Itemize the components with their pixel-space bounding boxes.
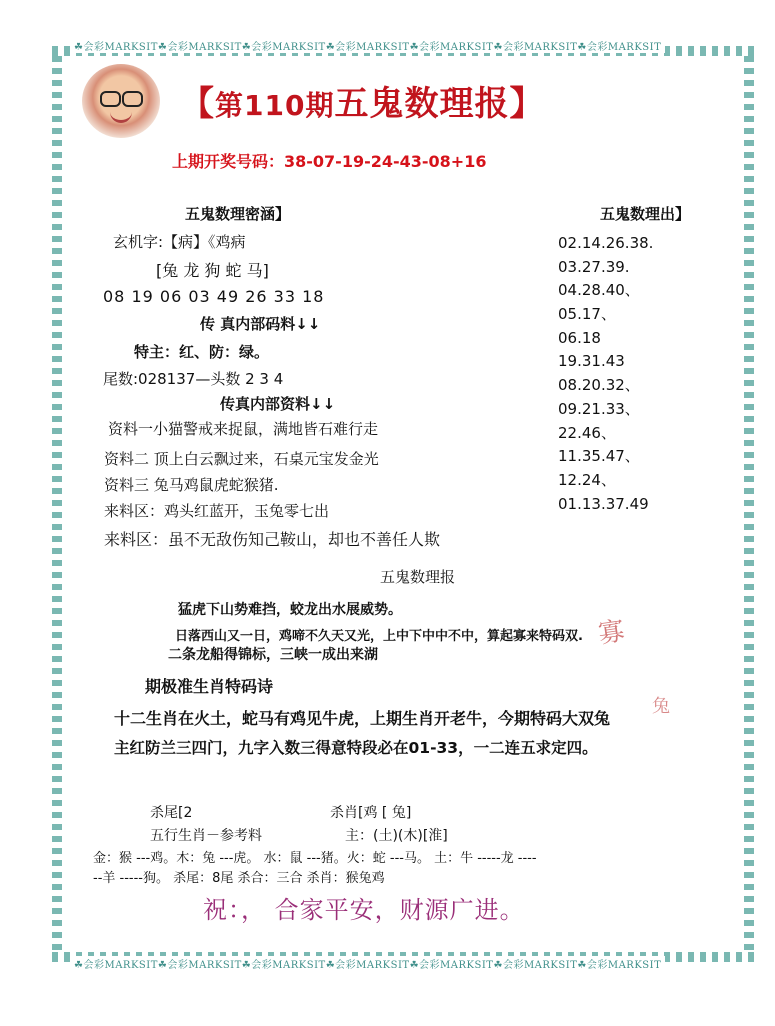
title-bracket-open: 【 xyxy=(180,84,215,124)
right-number-item: 09.21.33、 xyxy=(558,399,640,418)
right-number-item: 01.13.37.49 xyxy=(558,494,649,513)
border-watermark-top: ☘会彩MARKSIT☘会彩MARKSIT☘会彩MARKSIT☘会彩MARKSIT☘会彩MARKSIT☘会彩MARKSIT☘会彩MARKSIT xyxy=(70,38,665,53)
wuxing-row-1: 金：猴 ---鸡。木：兔 ---虎。 水：鼠 ---猪。火：蛇 ---马。 土：牛 -----龙 ---- xyxy=(93,851,537,866)
page-title xyxy=(180,76,544,125)
handwritten-seal: 寡 xyxy=(596,616,627,650)
right-number-item: 08.20.32、 xyxy=(558,376,640,395)
kill-tail: 杀尾[2 xyxy=(150,805,193,821)
right-number-item: 19.31.43 xyxy=(558,352,625,371)
animals-line: [兔 龙 狗 蛇 马] xyxy=(156,261,269,280)
right-number-item: 04.28.40、 xyxy=(558,281,640,300)
right-number-list xyxy=(558,232,653,516)
right-number-item: 12.24、 xyxy=(558,470,616,489)
ziliao-3: 资料三 兔马鸡鼠虎蛇猴猪. xyxy=(104,476,279,494)
wuxing-main: 主：(土)(木)[淮] xyxy=(345,828,448,844)
right-number-item: 06.18 xyxy=(558,328,601,347)
border-watermark-bottom: ☘会彩MARKSIT☘会彩MARKSIT☘会彩MARKSIT☘会彩MARKSIT☘会彩MARKSIT☘会彩MARKSIT☘会彩MARKSIT xyxy=(70,956,665,971)
previous-draw-numbers: 上期开奖号码：38-07-19-24-43-08+16 xyxy=(172,152,487,171)
weishu-line: 尾数:028137—头数 2 3 4 xyxy=(103,370,284,388)
right-number-item: 05.17、 xyxy=(558,305,616,324)
zodiac-verse-1: 十二生肖在火土，蛇马有鸡见牛虎，上期生肖开老牛，今期特码大双兔 xyxy=(114,709,611,728)
title-bracket-close: 】 xyxy=(509,84,545,124)
kill-zodiac: 杀肖[鸡 [ 兔] xyxy=(330,805,412,821)
fax-line-1: 传 真内部码料↓↓ xyxy=(200,315,321,333)
poem-line-2: 日落西山又一日，鸡啼不久天又光，上中下中中不中，算起寡来特码双. xyxy=(175,629,583,644)
poem-line-3: 二条龙船得锦标，三峡一成出来湖 xyxy=(168,647,378,663)
numbers-line: 08 19 06 03 49 26 33 18 xyxy=(103,287,325,306)
title-issue: 第110期 xyxy=(215,89,335,122)
title-name: 五鬼数理报 xyxy=(334,84,510,124)
portrait-avatar xyxy=(82,64,160,138)
right-number-item: 03.27.39. xyxy=(558,257,630,276)
wuxing-label: 五行生肖－参考料 xyxy=(150,828,262,844)
right-number-item: 22.46、 xyxy=(558,423,616,442)
right-section-title: 五鬼数理出】 xyxy=(600,205,691,223)
zodiac-poem-title: 期极准生肖特码诗 xyxy=(145,677,274,696)
left-section-title: 五鬼数理密涵】 xyxy=(185,205,291,223)
glasses-left xyxy=(100,91,121,107)
zodiac-verse-2: 主红防兰三四门，九字入数三得意特段必在01-33，一二连五求定四。 xyxy=(114,739,598,757)
tezhu-line: 特主：红、防：绿。 xyxy=(134,343,270,361)
right-number-item: 02.14.26.38. xyxy=(558,234,654,252)
fax-line-2: 传真内部资料↓↓ xyxy=(220,395,336,413)
glasses-right xyxy=(122,91,143,107)
right-number-item: 11.35.47、 xyxy=(558,447,640,466)
lailiao-2: 来料区：虽不无敌伤知己鞍山，却也不善任人欺 xyxy=(104,530,441,549)
wuxing-row-2: --羊 -----狗。 杀尾：8尾 杀合：三合 杀肖：猴兔鸡 xyxy=(93,871,385,886)
ziliao-2: 资料二 顶上白云飘过来，石桌元宝发金光 xyxy=(104,450,379,468)
blessing-text: 祝：， 合家平安，财源广进。 xyxy=(203,896,525,924)
smile xyxy=(110,112,132,123)
poem-line-1: 猛虎下山势难挡，蛟龙出水展威势。 xyxy=(178,602,402,618)
poem-heading: 五鬼数理报 xyxy=(380,568,456,586)
lailiao-1: 来料区：鸡头红蓝开，玉兔零七出 xyxy=(104,502,330,520)
handwritten-seal-2: 兔 xyxy=(652,696,670,717)
xuanji-line: 玄机字:【病】《鸡病 xyxy=(113,233,246,251)
ziliao-1: 资料一小猫警戒来捉鼠，满地皆石难行走 xyxy=(108,420,379,438)
